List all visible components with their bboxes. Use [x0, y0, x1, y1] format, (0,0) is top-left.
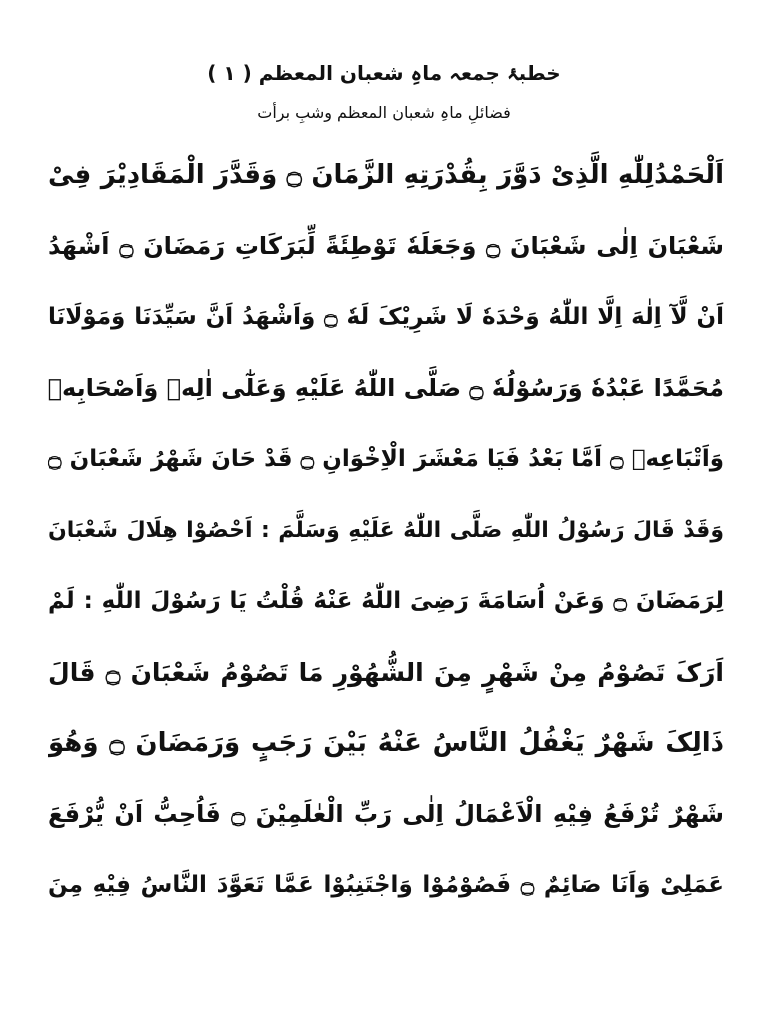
text-line: شَهْرٌ تُرْفَعُ فِیْهِ الْاَعْمَالُ اِلٰی رَبِّ الْعٰلَمِیْنَ ۝ فَاُحِبُّ اَنْ یُّرْفَعَ	[48, 800, 724, 828]
text-line: عَمَلِیْ وَاَنَا صَائِمٌ ۝ فَصُوْمُوْا وَاجْتَنِبُوْا عَمَّا تَعَوَّدَ النَّاسُ فِیْهِ مِنَ	[48, 872, 724, 898]
text-line: اَرَکَ تَصُوْمُ مِنْ شَهْرٍ مِنَ الشُّهُوْرِ مَا تَصُوْمُ شَعْبَانَ ۝ قَالَ	[48, 658, 724, 687]
text-line: لِرَمَضَانَ ۝ وَعَنْ اُسَامَةَ رَضِیَ اللّٰهُ عَنْهُ قُلْتُ یَا رَسُوْلَ اللّٰهِ : لَمْ	[48, 588, 724, 614]
text-line: وَاَتْبَاعِهٖ ۝ اَمَّا بَعْدُ فَیَا مَعْشَرَ الْاِخْوَانِ ۝ قَدْ حَانَ شَهْرُ شَعْبَانَ ۝	[48, 446, 724, 472]
text-line: اَنْ لَّآ اِلٰهَ اِلَّا اللّٰهُ وَحْدَهٗ لَا شَرِیْکَ لَهٗ ۝ وَاَشْهَدُ اَنَّ سَیِّدَنَا وَمَوْلَانَا	[48, 304, 724, 330]
text-line: شَعْبَانَ اِلٰی شَعْبَانَ ۝ وَجَعَلَهٗ تَوْطِئَةً لِّبَرَكَاتِ رَمَضَانَ ۝ اَشْهَدُ	[48, 232, 724, 260]
text-line: وَقَدْ قَالَ رَسُوْلُ اللّٰهِ صَلَّی اللّٰهُ عَلَیْهِ وَسَلَّمَ : اَحْصُوْا هِلَالَ شَعْبَانَ	[48, 518, 724, 543]
text-line: ذَالِکَ شَهْرٌ یَغْفُلُ النَّاسُ عَنْهُ بَیْنَ رَجَبٍ وَرَمَضَانَ ۝ وَهُوَ	[48, 728, 724, 758]
page-subtitle: فضائلِ ماہِ شعبان المعظم وشبِ برأت	[257, 103, 511, 122]
text-line: اَلْحَمْدُلِلّٰهِ الَّذِیْ دَوَّرَ بِقُدْرَتِهِ الزَّمَانَ ۝ وَقَدَّرَ الْمَقَادِیْرَ فِیْ	[48, 160, 724, 190]
page-title: خطبۂ جمعہ ماہِ شعبان المعظم ( ۱ )	[207, 61, 561, 85]
text-line: مُحَمَّدًا عَبْدُهٗ وَرَسُوْلُهٗ ۝ صَلَّی اللّٰهُ عَلَیْهِ وَعَلٰٓی اٰلِهٖ وَاَصْحَابِهٖ	[48, 374, 724, 402]
sermon-text	[48, 140, 724, 921]
